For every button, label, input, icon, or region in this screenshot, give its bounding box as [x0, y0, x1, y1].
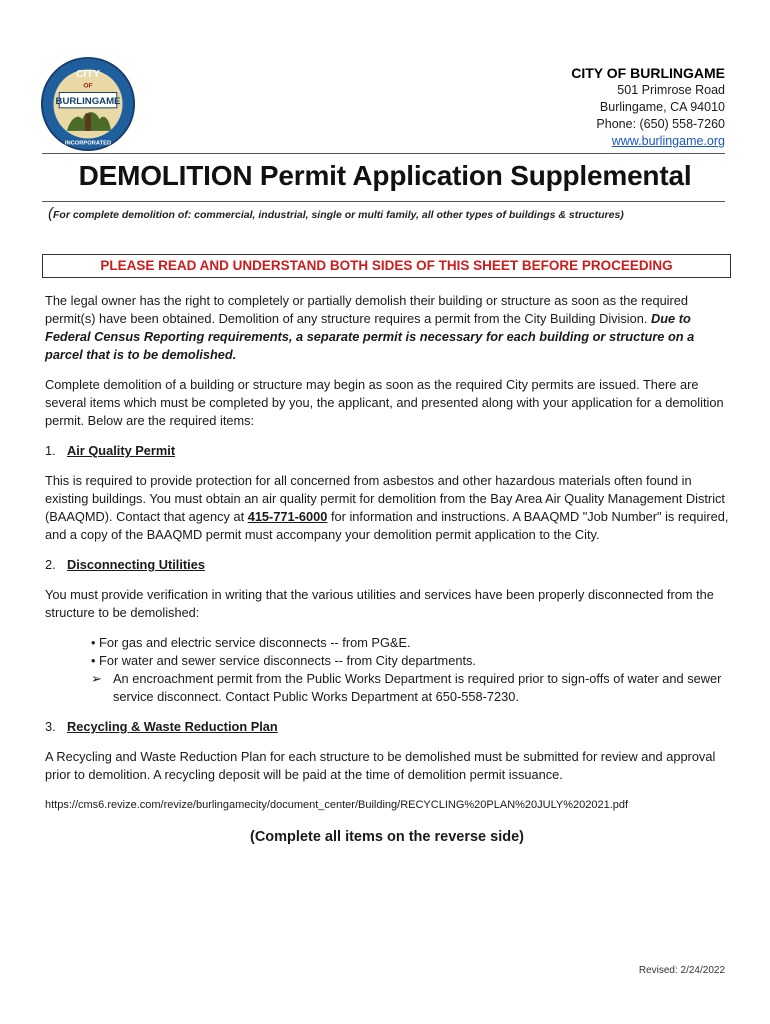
complete-note: (Complete all items on the reverse side)	[250, 829, 524, 845]
contact-address: 501 Primrose Road	[617, 83, 725, 97]
section-heading-air-quality	[45, 442, 729, 460]
contact-city-state: Burlingame, CA 94010	[599, 100, 725, 114]
air-text-b: for information and instructions. A BAAQMD "Job Number" is required, and a copy of the BAAQMD permit must accompany your demolition permit application to the City.	[45, 509, 729, 542]
city-seal-logo	[40, 56, 136, 152]
intro-paragraph-2: Complete demolition of a building or structure may begin as soon as the required City permits are issued. There are several items which must be completed by you, the applicant, and presented along with your application for a demolition permit. Below are the required items:	[45, 377, 724, 428]
seal-top-text: CITY	[75, 68, 101, 81]
contact-city-name: CITY OF BURLINGAME	[571, 65, 725, 81]
title-divider	[42, 201, 725, 202]
list-item: • For water and sewer service disconnects -- from City departments.	[91, 653, 476, 668]
intro-emphasis: Due to Federal Census Reporting requirements, a separate permit is necessary for each building or structure on a parcel that is to be demolished.	[45, 311, 695, 362]
page-title: DEMOLITION Permit Application Supplemental	[78, 160, 692, 191]
revised-date: Revised: 2/24/2022	[638, 965, 725, 976]
seal-bottom-text: INCORPORATED	[64, 140, 112, 147]
seal-name-text: BURLINGAME	[55, 96, 121, 107]
air-quality-paragraph	[45, 472, 729, 544]
recycling-paragraph: A Recycling and Waste Reduction Plan for each structure to be demolished must be submitted for review and approval prior to demolition. A recycling deposit will be paid at the time of demolition permit issuance.	[45, 749, 716, 782]
intro-paragraph-1	[45, 292, 729, 364]
page-subtitle	[48, 205, 728, 222]
section-title: Air Quality Permit	[67, 443, 176, 458]
section-heading-utilities	[45, 556, 729, 574]
arrow-bullet-icon: ➢	[91, 671, 102, 686]
subtitle-text: For complete demolition of: commercial, industrial, single or multi family, all other types of buildings & structures)	[53, 209, 624, 221]
sub-item-text: An encroachment permit from the Public Works Department is required prior to sign-offs of water and sewer service disconnect. Contact Public Works Department at 650-558-7230.	[113, 671, 722, 704]
contact-block	[571, 64, 725, 150]
header-divider	[42, 153, 725, 154]
utilities-sub-item	[45, 670, 729, 706]
recycling-plan-url[interactable]: https://cms6.revize.com/revize/burlingamecity/document_center/Building/RECYCLING%20PLAN%20JULY%202021.pdf	[45, 799, 629, 811]
warning-banner: PLEASE READ AND UNDERSTAND BOTH SIDES OF THIS SHEET BEFORE PROCEEDING	[42, 254, 731, 278]
utilities-paragraph: You must provide verification in writing that the various utilities and services have been properly disconnected from the structure to be demolished:	[45, 587, 714, 620]
subtitle-paren: (	[48, 205, 53, 222]
section-title: Disconnecting Utilities	[67, 557, 205, 572]
section-number: 2.	[45, 557, 56, 572]
list-item: • For gas and electric service disconnects -- from PG&E.	[91, 635, 411, 650]
utilities-list	[45, 634, 729, 670]
contact-website-link[interactable]: www.burlingame.org	[611, 134, 725, 148]
air-text-a: This is required to provide protection for all concerned from asbestos and other hazardous materials often found in existing buildings. You must obtain an air quality permit for demolition from the Bay Area Air Quality Management District (BAAQMD). Contact that agency at	[45, 473, 725, 524]
baaqmd-phone: 415-771-6000	[247, 509, 328, 524]
section-heading-recycling	[45, 718, 729, 736]
document-body	[45, 292, 729, 846]
contact-phone: Phone: (650) 558-7260	[596, 117, 725, 131]
section-number: 1.	[45, 443, 56, 458]
section-number: 3.	[45, 719, 56, 734]
section-title: Recycling & Waste Reduction Plan	[67, 719, 278, 734]
seal-of-text: OF	[83, 82, 93, 90]
intro-text: The legal owner has the right to completely or partially demolish their building or structure as soon as the required permit(s) have been obtained. Demolition of any structure requires a permit from the City Building Division.	[45, 293, 689, 326]
